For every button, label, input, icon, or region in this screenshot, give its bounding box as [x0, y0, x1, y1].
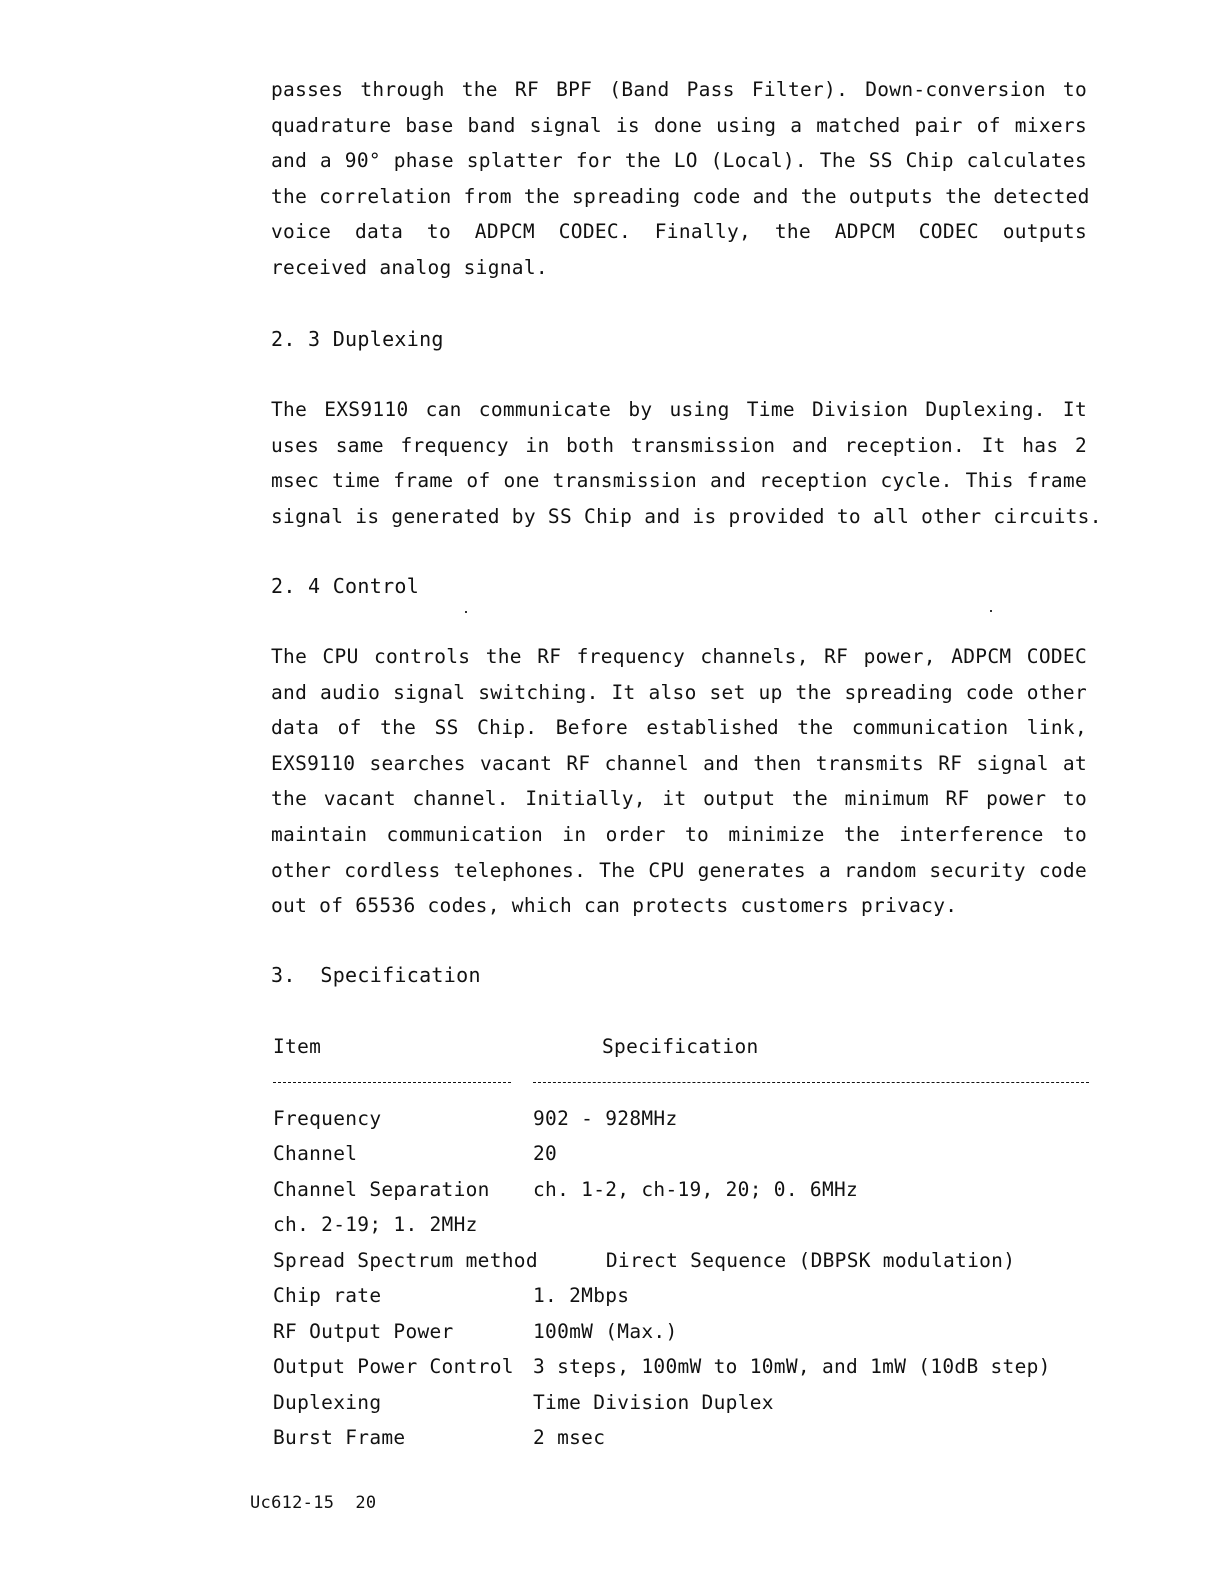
table-row [273, 1420, 1089, 1456]
document-id: Uc612-15 [250, 1493, 335, 1513]
spec-item-label: RF Output Power [273, 1319, 454, 1343]
table-row [273, 1278, 1089, 1314]
spec-value: 3 steps, 100mW to 10mW, and 1mW (10dB step) [533, 1355, 1051, 1378]
spec-value: 2 msec [533, 1426, 606, 1449]
paragraph-line: maintain communication in order to minimize the interference to [271, 822, 1087, 846]
receiver-paragraph [271, 72, 1090, 286]
table-cell [273, 1243, 1089, 1279]
section-heading-specification: 3. Specification [271, 963, 481, 987]
column-header-item: Item [273, 1035, 322, 1058]
dashed-rule [533, 1082, 1089, 1083]
dashed-rule [273, 1082, 511, 1083]
page-footer [250, 1493, 376, 1513]
paragraph-line: out of 65536 codes, which can protects customers privacy. [271, 894, 958, 918]
paragraph-line: and a 90° phase splatter for the LO (Local). The SS Chip calculates [271, 149, 1087, 173]
paragraph-line: other cordless telephones. The CPU generates a random security code [271, 858, 1087, 882]
table-row [273, 1243, 1089, 1279]
spec-item-label: Spread Spectrum method [273, 1248, 538, 1272]
spec-item-label: Frequency [273, 1106, 382, 1130]
column-header-specification: Specification [602, 1035, 759, 1058]
paragraph-line: data of the SS Chip. Before established the communication link, [271, 716, 1087, 740]
paragraph-line: EXS9110 searches vacant RF channel and then transmits RF signal at [271, 751, 1087, 775]
paragraph-line: and audio signal switching. It also set up the spreading code other [271, 680, 1087, 704]
spec-value: Time Division Duplex [533, 1390, 774, 1414]
spec-value: 902 - 928MHz [533, 1106, 678, 1130]
spec-value: ch. 1-2, ch-19, 20; 0. 6MHz [533, 1177, 859, 1201]
paragraph-line: uses same frequency in both transmission and reception. It has 2 [271, 433, 1087, 457]
paragraph-line: The CPU controls the RF frequency channels, RF power, ADPCM CODEC [271, 645, 1087, 668]
spec-value: Direct Sequence (DBPSK modulation) [605, 1248, 1016, 1272]
paragraph-line: the correlation from the spreading code and the outputs the detected [271, 184, 1090, 208]
table-row [273, 1349, 1089, 1385]
table-row [273, 1385, 1089, 1421]
spec-item-label: ch. 2-19; 1. 2MHz [273, 1213, 478, 1236]
specification-rows [273, 1101, 1089, 1456]
section-heading-control: 2. 4 Control [271, 574, 420, 598]
spec-item-label: Burst Frame [273, 1426, 406, 1449]
spec-item-label: Output Power Control [273, 1355, 514, 1378]
table-row [273, 1101, 1089, 1137]
page-number: 20 [355, 1493, 377, 1513]
spec-value: 1. 2Mbps [533, 1284, 630, 1307]
duplexing-paragraph [271, 392, 1102, 534]
control-paragraph [271, 639, 1087, 924]
table-row [273, 1207, 1089, 1243]
spec-item-label: Chip rate [273, 1284, 382, 1307]
spec-item-label: Channel Separation [273, 1177, 490, 1201]
paragraph-line: msec time frame of one transmission and reception cycle. This frame [271, 469, 1087, 493]
scan-speck [465, 611, 467, 613]
spec-item-label: Channel [273, 1142, 358, 1165]
separator-cell [273, 1065, 533, 1101]
section-heading-duplexing: 2. 3 Duplexing [271, 327, 444, 351]
paragraph-line: signal is generated by SS Chip and is provided to all other circuits. [271, 504, 1102, 528]
paragraph-line: received analog signal. [271, 255, 548, 279]
spec-value: 100mW (Max.) [533, 1319, 678, 1343]
table-row [273, 1136, 1089, 1172]
spec-value [533, 1207, 1089, 1243]
paragraph-line: voice data to ADPCM CODEC. Finally, the ADPCM CODEC outputs [271, 220, 1087, 244]
spec-item-label: Duplexing [273, 1390, 382, 1414]
specification-table [273, 1029, 1089, 1456]
table-row [273, 1172, 1089, 1208]
table-row [273, 1314, 1089, 1350]
spec-value: 20 [533, 1142, 558, 1165]
paragraph-line: The EXS9110 can communicate by using Time Division Duplexing. It [271, 398, 1087, 421]
scan-speck [990, 610, 992, 612]
header-separator-row [273, 1065, 1089, 1101]
table-header-row [273, 1029, 1089, 1065]
paragraph-line: the vacant channel. Initially, it output the minimum RF power to [271, 787, 1087, 811]
separator-cell [533, 1065, 1089, 1101]
paragraph-line: quadrature base band signal is done using a matched pair of mixers [271, 113, 1087, 137]
paragraph-line: passes through the RF BPF (Band Pass Filter). Down-conversion to [271, 78, 1087, 101]
